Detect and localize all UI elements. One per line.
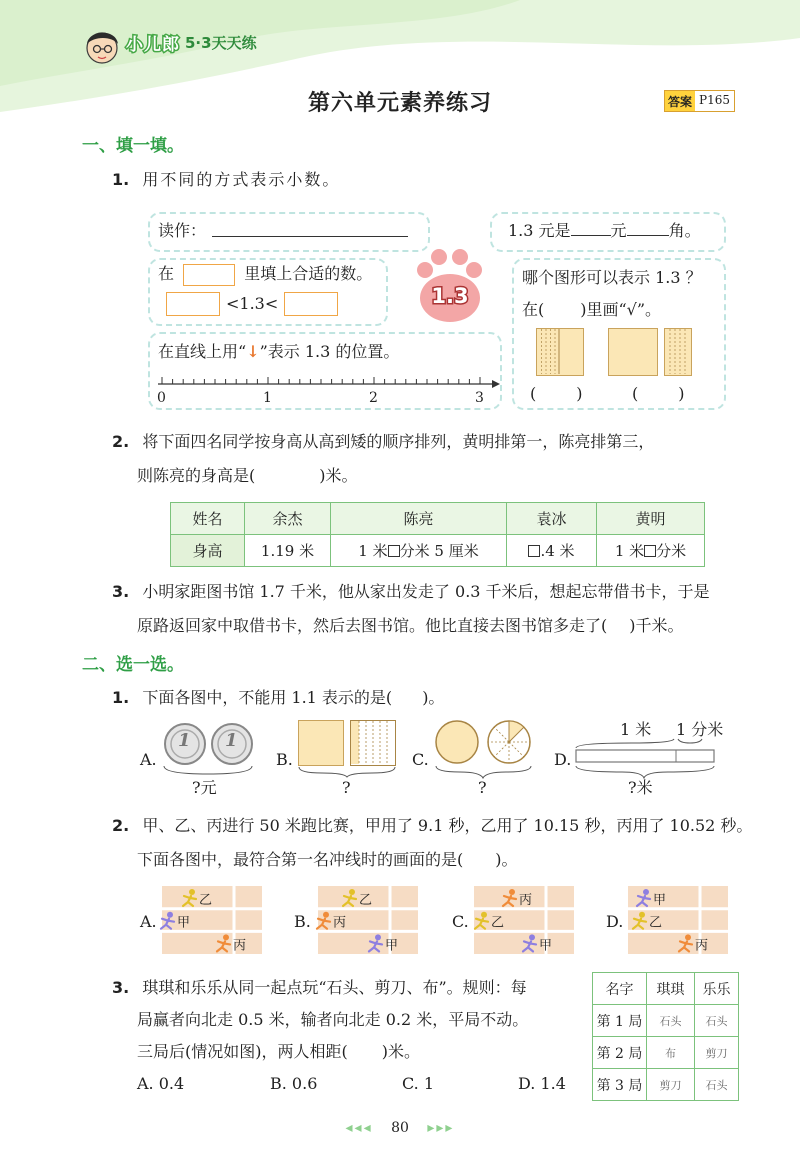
shape-instruction bbox=[522, 298, 661, 322]
option-c-caption: ? bbox=[478, 778, 487, 797]
number-line-tick-label: 0 bbox=[157, 390, 166, 406]
numberline-instruction bbox=[158, 340, 399, 364]
race-option-d-label[interactable]: D. bbox=[606, 912, 624, 931]
rps-table bbox=[592, 972, 739, 1101]
choice-a[interactable]: A. 0.4 bbox=[137, 1074, 185, 1093]
table-header: 黄明 bbox=[597, 503, 705, 535]
shape-answer-paren-1[interactable]: ( ) bbox=[530, 384, 583, 403]
question-2-2-line-2 bbox=[137, 848, 518, 872]
table-cell: 1 米 分米 bbox=[597, 535, 705, 567]
fill-sample-box bbox=[183, 264, 235, 286]
option-c-label[interactable]: C. bbox=[412, 750, 429, 769]
race-field-d bbox=[628, 886, 728, 954]
page-title: 第六单元素养练习 bbox=[307, 91, 492, 116]
coins-icon bbox=[162, 722, 258, 778]
question-number: 2. bbox=[112, 816, 130, 835]
yuan-text-c: 角。 bbox=[668, 221, 701, 240]
question-line-1: 小明家距图书馆 1.7 千米，他从家出发走了 0.3 千米后，想起忘带借书卡，于是 bbox=[142, 582, 710, 601]
question-text: 用不同的方式表示小数。 bbox=[142, 170, 341, 189]
question-text-a: 下面各图中，不能用 1.1 表示的是( bbox=[142, 688, 393, 707]
question-text-b: )。 bbox=[422, 688, 445, 707]
question-number: 1. bbox=[112, 170, 130, 189]
digit-box[interactable] bbox=[528, 545, 540, 557]
line2-b: )米。 bbox=[319, 466, 358, 485]
choice-c[interactable]: C. 1 bbox=[402, 1074, 435, 1093]
question-number: 3. bbox=[112, 582, 130, 601]
question-2-1 bbox=[112, 686, 444, 710]
question-1-2-line-2 bbox=[137, 464, 358, 488]
rps-header: 琪琪 bbox=[647, 973, 695, 1005]
coin-1-value: 1 bbox=[178, 730, 191, 751]
race-option-b-label[interactable]: B. bbox=[294, 912, 311, 931]
line2-b: )。 bbox=[495, 850, 518, 869]
runner-name: 乙 bbox=[491, 915, 505, 931]
runner-name: 甲 bbox=[653, 893, 667, 908]
question-1-3 bbox=[112, 580, 710, 604]
section2-heading: 二、选一选。 bbox=[82, 655, 184, 675]
table-row-label: 身高 bbox=[171, 535, 245, 567]
number-line-tick-label: 2 bbox=[369, 390, 378, 406]
question-number: 3. bbox=[112, 978, 130, 997]
digit-box[interactable] bbox=[388, 545, 400, 557]
choice-d[interactable]: D. 1.4 bbox=[518, 1074, 566, 1093]
yuan-blank[interactable] bbox=[571, 235, 611, 236]
option-b-label[interactable]: B. bbox=[276, 750, 293, 769]
race-field-c bbox=[474, 886, 574, 954]
compare-text: <1.3< bbox=[226, 294, 279, 313]
shape-answer-paren-2[interactable]: ( ) bbox=[632, 384, 685, 403]
left-arrows: ◂◂◂ bbox=[345, 1120, 373, 1136]
yuan-text-a: 1.3 元是 bbox=[508, 221, 571, 240]
shape-option-2-strip bbox=[664, 328, 692, 376]
meter-label: 1 米 bbox=[620, 720, 652, 739]
runner-name: 丙 bbox=[333, 915, 347, 931]
number-line-labels bbox=[158, 386, 502, 406]
question-2-3-line-3 bbox=[137, 1040, 420, 1064]
hand-icon: 石头 bbox=[695, 1069, 739, 1101]
circles-icon bbox=[434, 718, 534, 780]
runner-name: 甲 bbox=[177, 915, 191, 931]
series-name: 5·3天天练 bbox=[185, 34, 257, 52]
hand-icon: 石头 bbox=[647, 1005, 695, 1037]
race-field-a bbox=[162, 886, 262, 954]
hand-icon: 石头 bbox=[695, 1005, 739, 1037]
decimeter-label: 1 分米 bbox=[676, 720, 724, 739]
page-number: 80 bbox=[391, 1120, 409, 1136]
answer-page: P165 bbox=[695, 91, 734, 111]
line3-a: 三局后(情况如图)，两人相距( bbox=[137, 1042, 348, 1061]
runner-name: 甲 bbox=[539, 938, 553, 954]
question-line-1: 将下面四名同学按身高从高到矮的顺序排列，黄明排第一，陈亮排第三， bbox=[142, 432, 655, 451]
answer-label: 答案 bbox=[668, 94, 693, 109]
table-header: 姓名 bbox=[171, 503, 245, 535]
question-2-2 bbox=[112, 814, 752, 838]
jiao-blank[interactable] bbox=[627, 235, 669, 236]
question-line-1: 琪琪和乐乐从同一起点玩“石头、剪刀、布”。规则：每 bbox=[142, 978, 527, 997]
runner-name: 丙 bbox=[233, 938, 247, 954]
numberline-text-b: ”表示 1.3 的位置。 bbox=[259, 342, 400, 361]
digit-box[interactable] bbox=[644, 545, 656, 557]
shape-instruction-a: 在( bbox=[522, 300, 545, 319]
table-header: 陈亮 bbox=[331, 503, 507, 535]
runner-name: 丙 bbox=[519, 893, 533, 908]
option-a-caption: ?元 bbox=[192, 778, 217, 797]
runner-name: 乙 bbox=[359, 893, 373, 908]
table-cell: 1 米 分米 5 厘米 bbox=[331, 535, 507, 567]
race-option-a-label[interactable]: A. bbox=[140, 912, 157, 931]
runner-name: 甲 bbox=[385, 938, 399, 954]
fill-prefix: 在 bbox=[158, 264, 175, 283]
hand-icon: 剪刀 bbox=[647, 1069, 695, 1101]
answer-badge bbox=[664, 90, 735, 112]
table-header: 余杰 bbox=[245, 503, 331, 535]
numberline-text-a: 在直线上用“ bbox=[158, 342, 247, 361]
fill-suffix: 里填上合适的数。 bbox=[244, 264, 373, 283]
rps-header: 乐乐 bbox=[695, 973, 739, 1005]
shape-question: 哪个图形可以表示 1.3 ？ bbox=[522, 268, 702, 287]
hand-icon: 剪刀 bbox=[695, 1037, 739, 1069]
coin-2-value: 1 bbox=[225, 730, 238, 751]
rps-header: 名字 bbox=[593, 973, 647, 1005]
read-as-blank[interactable] bbox=[212, 236, 408, 237]
line2-a: 则陈亮的身高是( bbox=[137, 466, 256, 485]
brand-name: 小儿郎 bbox=[126, 35, 180, 55]
question-2-3 bbox=[112, 976, 527, 1000]
option-d-label[interactable]: D. bbox=[554, 750, 572, 769]
number-line-tick-label: 3 bbox=[475, 390, 484, 406]
full-square bbox=[298, 720, 344, 766]
line2-b: )千米。 bbox=[629, 616, 684, 635]
runner-name: 乙 bbox=[649, 915, 663, 931]
choice-b[interactable]: B. 0.6 bbox=[270, 1074, 318, 1093]
mascot-avatar bbox=[82, 26, 122, 68]
question-1-3-line-2 bbox=[137, 614, 684, 638]
table-cell: 1.19 米 bbox=[245, 535, 331, 567]
question-number: 1. bbox=[112, 688, 130, 707]
arrow-down-icon: ↓ bbox=[246, 342, 260, 361]
footer bbox=[0, 1120, 800, 1136]
line2-a: 原路返回家中取借书卡，然后去图书馆。他比直接去图书馆多走了( bbox=[137, 616, 608, 635]
line2-a: 下面各图中，最符合第一名冲线时的画面的是( bbox=[137, 850, 464, 869]
fill-sentence bbox=[158, 262, 372, 286]
round-label: 第 1 局 bbox=[593, 1005, 647, 1037]
option-a-label[interactable]: A. bbox=[140, 750, 157, 769]
question-number: 2. bbox=[112, 432, 130, 451]
hand-icon: 布 bbox=[647, 1037, 695, 1069]
table-header: 袁冰 bbox=[507, 503, 597, 535]
section1-heading: 一、填一填。 bbox=[82, 136, 184, 156]
round-label: 第 3 局 bbox=[593, 1069, 647, 1101]
race-field-b bbox=[318, 886, 418, 954]
question-1-2 bbox=[112, 430, 654, 454]
table-cell: .4 米 bbox=[507, 535, 597, 567]
question-2-3-line-2: 局赢者向北走 0.5 米，输者向北走 0.2 米，平局不动。 bbox=[137, 1010, 529, 1029]
round-label: 第 2 局 bbox=[593, 1037, 647, 1069]
right-arrows: ▸▸▸ bbox=[427, 1120, 455, 1136]
upper-bound-box[interactable] bbox=[284, 292, 338, 316]
option-b-caption: ? bbox=[342, 778, 351, 797]
yuan-text-b: 元 bbox=[610, 221, 627, 240]
question-1-1 bbox=[112, 168, 340, 192]
number-line-tick-label: 1 bbox=[263, 390, 272, 406]
compare-row bbox=[166, 292, 338, 316]
line3-b: )米。 bbox=[381, 1042, 420, 1061]
lower-bound-box[interactable] bbox=[166, 292, 220, 316]
option-d-caption: ?米 bbox=[628, 778, 653, 797]
height-table bbox=[170, 502, 705, 567]
yuan-sentence bbox=[508, 219, 701, 243]
partial-square bbox=[350, 720, 396, 766]
question-line-1: 甲、乙、丙进行 50 米跑比赛，甲用了 9.1 秒，乙用了 10.15 秒，丙用了 10.52 秒。 bbox=[142, 816, 753, 835]
shape-instruction-b: )里画“√”。 bbox=[580, 300, 662, 319]
shape-option-2 bbox=[608, 328, 658, 376]
shape-option-1 bbox=[536, 328, 584, 376]
center-number: 1.3 bbox=[431, 284, 469, 308]
runner-name: 乙 bbox=[199, 893, 213, 908]
race-option-c-label[interactable]: C. bbox=[452, 912, 469, 931]
read-as-label: 读作： bbox=[158, 221, 207, 240]
runner-name: 丙 bbox=[695, 938, 709, 954]
